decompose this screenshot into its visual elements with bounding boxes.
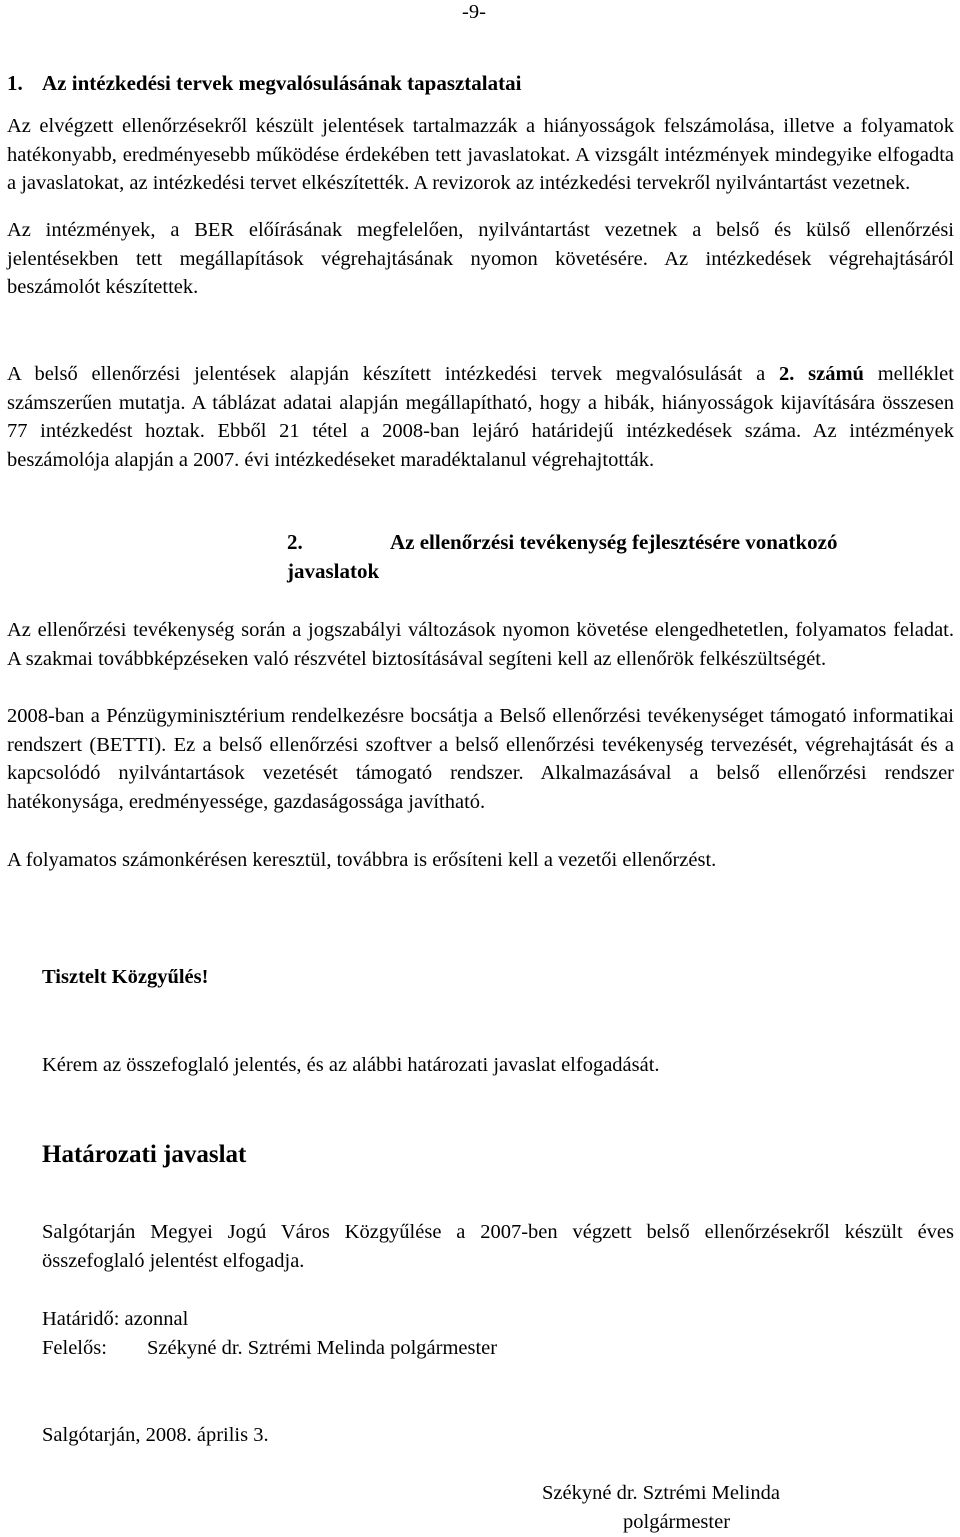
paragraph-2: Az intézmények, a BER előírásának megfelelően, nyilvántartást vezetnek a belső és külső ellenőrzési jelentésekben tett megállapítások végrehajtásának nyomon követésére. Az intézkedések végrehajtásáról beszámolót készítettek.: [7, 219, 954, 299]
signature-name: Székyné dr. Sztrémi Melinda: [542, 1482, 780, 1504]
section-1-number: 1.: [7, 71, 23, 95]
paragraph-4: Az ellenőrzési tevékenység során a jogszabályi változások nyomon követése elengedhetetlen, folyamatos feladat. A szakmai továbbképzéseken való részvétel biztosításával segíteni kell az ellenőrök felkészültségét.: [7, 619, 954, 670]
signature-title: polgármester: [623, 1511, 731, 1533]
proposal-text: Salgótarján Megyei Jogú Város Közgyűlése a 2007-ben végzett belső ellenőrzésekről készült éves összefoglaló jelentést elfogadja.: [42, 1221, 954, 1272]
paragraph-5: 2008-ban a Pénzügyminisztérium rendelkezésre bocsátja a Belső ellenőrzési tevékenységet támogató informatikai rendszert (BETTI). Ez a belső ellenőrzési szoftver a belső ellenőrzési tevékenység tervezését, végrehajtását és a kapcsolódó nyilvántartások vezetését támogató rendszer. Alkalmazásával a belső ellenőrzési rendszer hatékonysága, eredményessége, gazdaságossága javítható.: [7, 705, 954, 814]
annex-reference: 2. számú: [778, 363, 864, 385]
paragraph-6: A folyamatos számonkérésen keresztül, továbbra is erősíteni kell a vezetői ellenőrzést.: [7, 849, 717, 871]
section-1-title: Az intézkedési tervek megvalósulásának tapasztalatai: [42, 71, 522, 95]
section-2-number: 2.: [287, 530, 303, 554]
request-text: Kérem az összefoglaló jelentés, és az alábbi határozati javaslat elfogadását.: [42, 1054, 660, 1076]
section-2-title-line-2: javaslatok: [287, 559, 380, 583]
paragraph-3: [7, 360, 954, 475]
responsible-row: [42, 1334, 498, 1362]
paragraph-3-rest: melléklet számszerűen mutatja. A táblázat adatai alapján megállapítható, hogy a hibák, hiányosságok kijavítására összesen 77 intézkedést hoztak. Ebből 21 tétel a 2008-ban lejáró határidejű intézkedések száma. Az intézmények beszámolója alapján a 2007. évi intézkedéseket maradéktalanul végrehajtották.: [7, 363, 954, 472]
page-number: -9-: [462, 1, 486, 23]
responsible-label: Felelős:: [42, 1337, 107, 1359]
place-date: Salgótarján, 2008. április 3.: [42, 1424, 269, 1446]
deadline-row: [42, 1305, 188, 1333]
paragraph-1: Az elvégzett ellenőrzésekről készült jelentések tartalmazzák a hiányosságok felszámolása, illetve a folyamatok hatékonyabb, eredményesebb működése érdekében tett javaslatokat. A vizsgált intézmények mindegyike elfogadta a javaslatokat, az intézkedési tervet elkészítették. A revizorok az intézkedési tervekről nyilvántartást vezetnek.: [7, 115, 954, 195]
section-2-title-line-1: Az ellenőrzési tevékenység fejlesztésére vonatkozó: [390, 530, 838, 554]
deadline-label: Határidő:: [42, 1308, 120, 1330]
paragraph-3-start: A belső ellenőrzési jelentések alapján készített intézkedési tervek megvalósulását a: [7, 363, 779, 385]
responsible-value: Székyné dr. Sztrémi Melinda polgármester: [147, 1337, 498, 1359]
deadline-value: azonnal: [124, 1308, 189, 1330]
proposal-title: Határozati javaslat: [42, 1141, 247, 1168]
greeting: Tisztelt Közgyűlés!: [42, 966, 209, 988]
